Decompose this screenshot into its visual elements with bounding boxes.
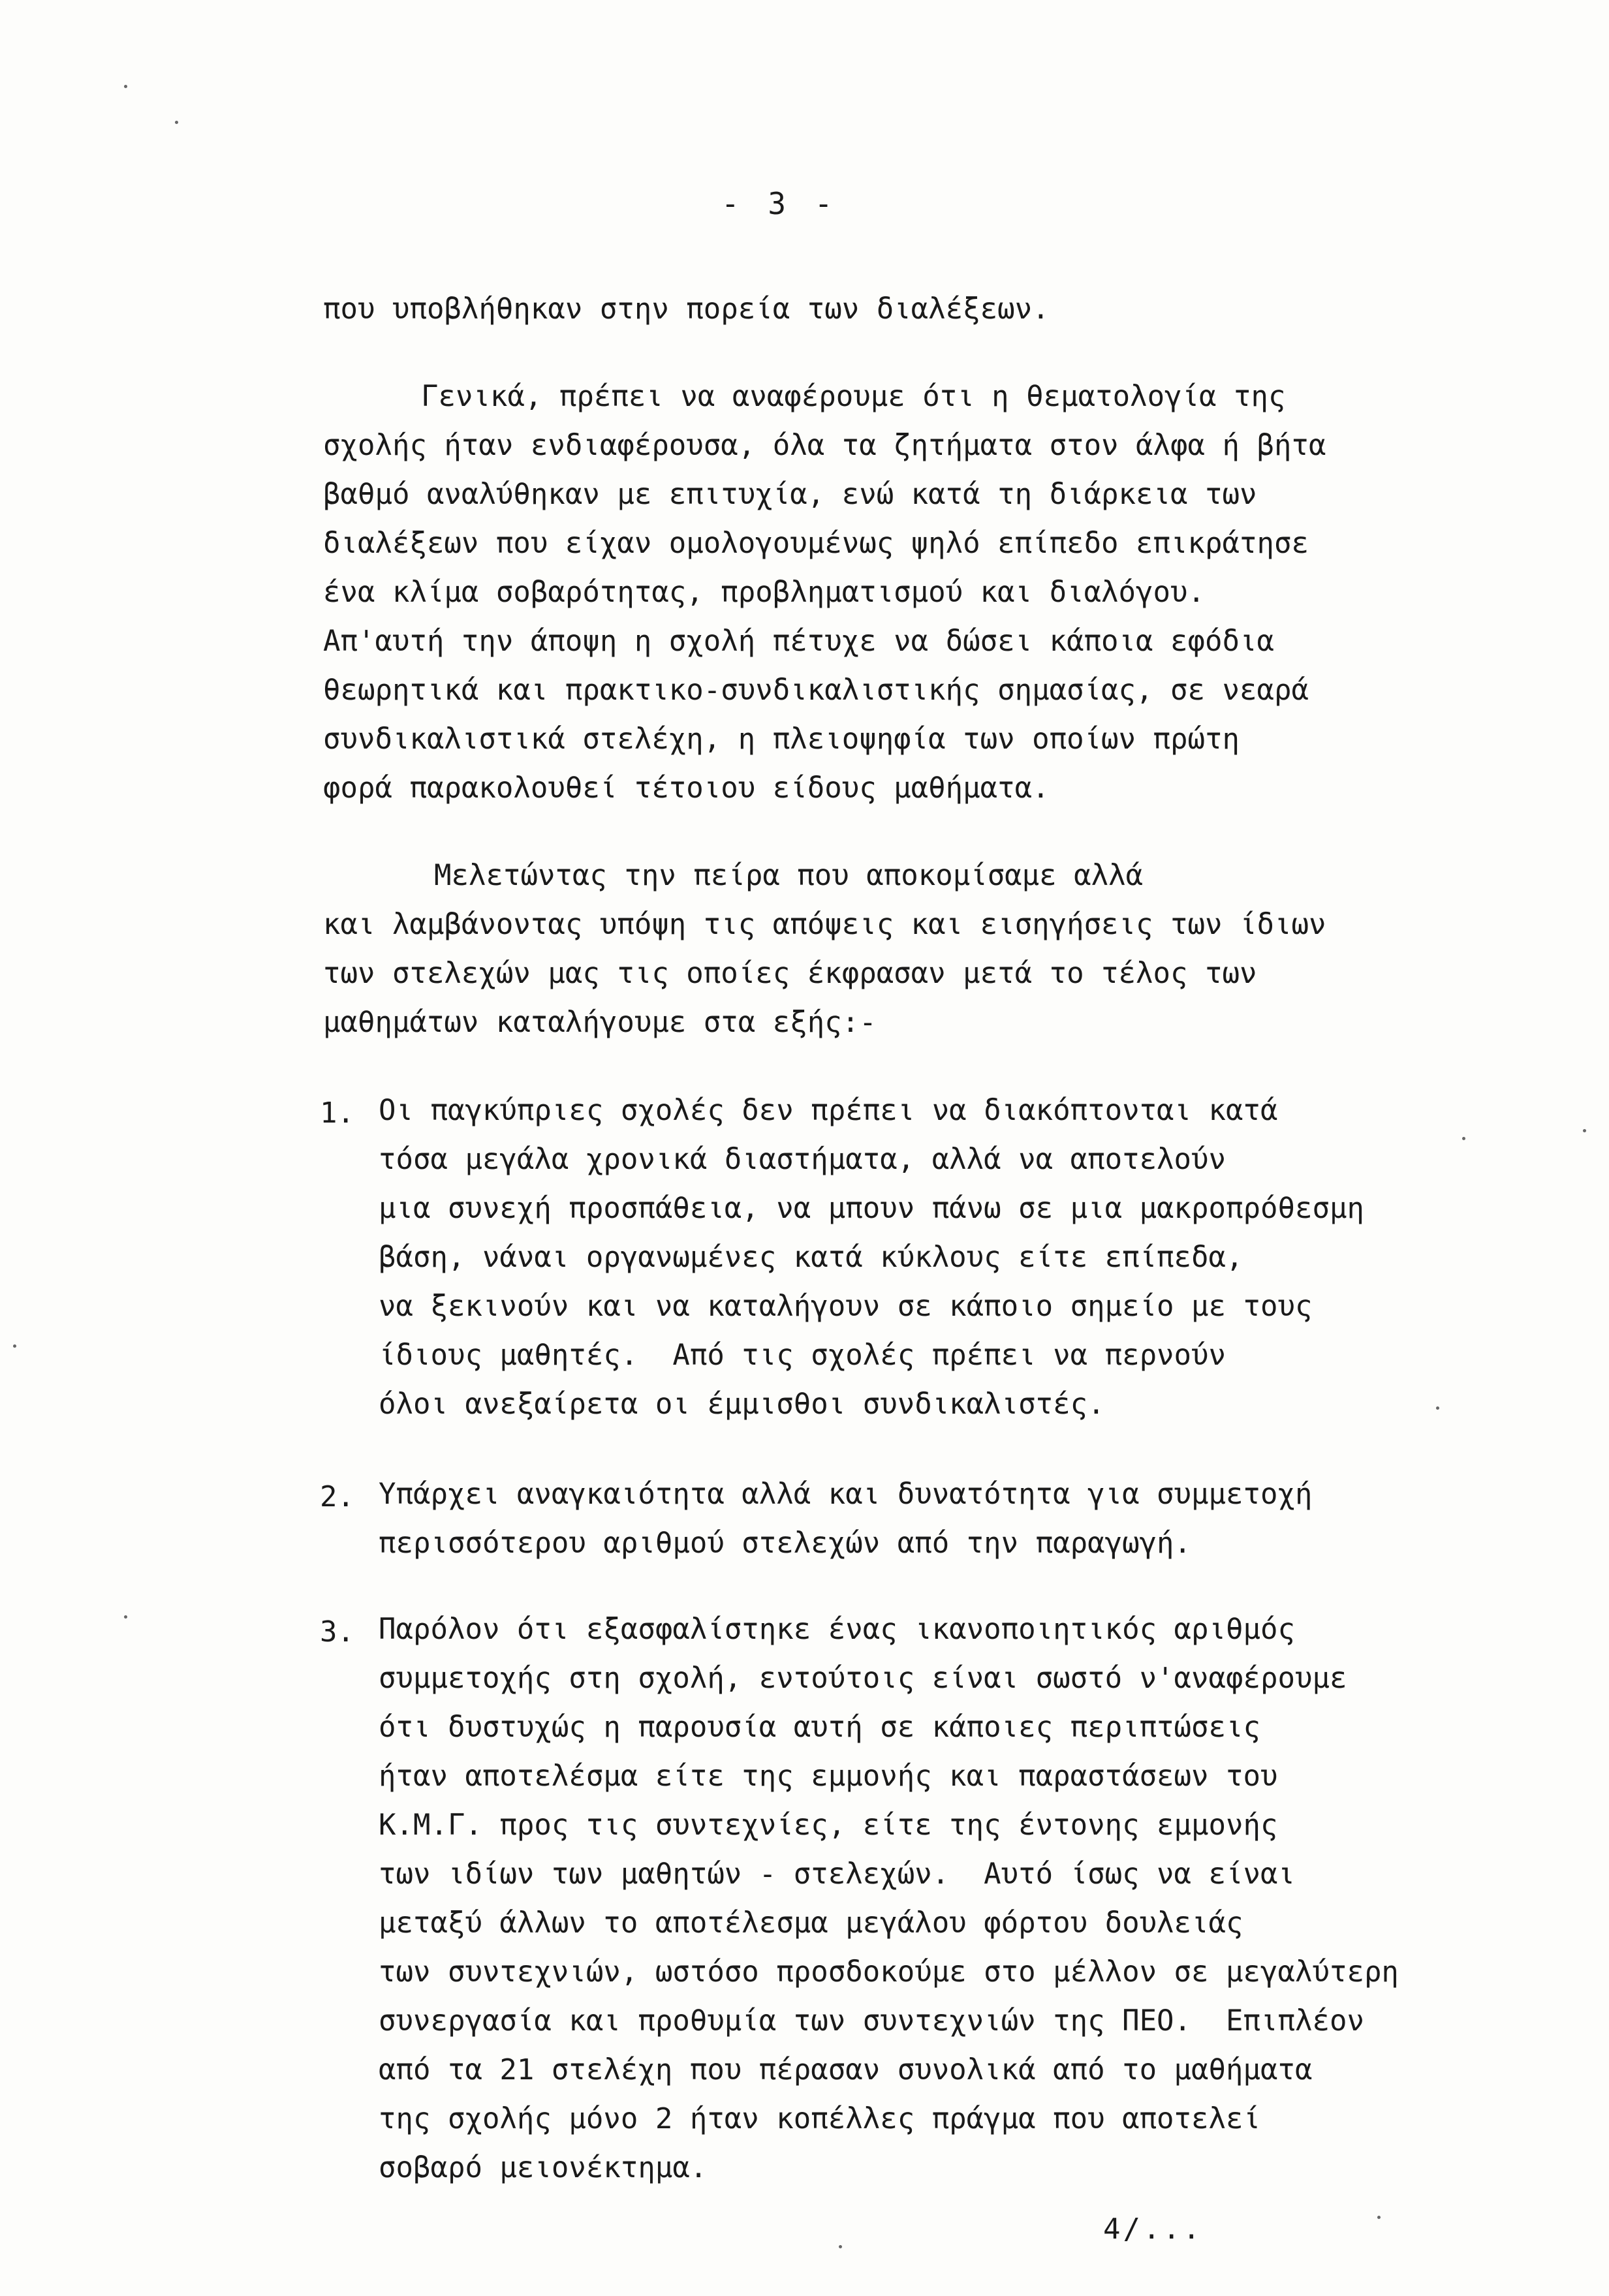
continuation-marker: 4/... — [1103, 2212, 1203, 2246]
text-line: συνδικαλιστικά στελέχη, η πλειοψηφία των οποίων πρώτη — [323, 722, 1240, 756]
text-line: σοβαρό μειονέκτημα. — [379, 2151, 708, 2184]
scan-speck — [1583, 1129, 1586, 1132]
text-line: βάση, νάναι οργανωμένες κατά κύκλους είτε επίπεδα, — [379, 1241, 1243, 1274]
scan-speck — [1377, 2216, 1381, 2219]
scan-speck — [175, 121, 178, 124]
text-line: βαθμό αναλύθηκαν με επιτυχία, ενώ κατά τη διάρκεια των — [323, 478, 1257, 511]
text-line: Παρόλον ότι εξασφαλίστηκε ένας ικανοποιητικός αριθμός — [379, 1613, 1295, 1646]
list-number: 2. — [320, 1480, 354, 1513]
text-line: ήταν αποτελέσμα είτε της εμμονής και παραστάσεων του — [379, 1760, 1278, 1793]
scan-speck — [124, 85, 127, 88]
scan-speck — [1462, 1137, 1465, 1140]
text-line: ότι δυστυχώς η παρουσία αυτή σε κάποιες περιπτώσεις — [379, 1711, 1261, 1744]
text-line: ίδιους μαθητές. Από τις σχολές πρέπει να περνούν — [379, 1339, 1226, 1372]
text-line: συνεργασία και προθυμία των συντεχνιών της ΠΕΟ. Επιπλέον — [379, 2004, 1364, 2038]
text-line: των στελεχών μας τις οποίες έκφρασαν μετά το τέλος των — [323, 957, 1257, 990]
text-line: τόσα μεγάλα χρονικά διαστήματα, αλλά να αποτελούν — [379, 1143, 1226, 1176]
text-line: μια συνεχή προσπάθεια, να μπουν πάνω σε μια μακροπρόθεσμη — [379, 1192, 1364, 1225]
text-line: φορά παρακολουθεί τέτοιου είδους μαθήματα. — [323, 771, 1050, 805]
text-line: ένα κλίμα σοβαρότητας, προβληματισμού και διαλόγου. — [323, 576, 1206, 609]
text-line: περισσότερου αριθμού στελεχών από την παραγωγή. — [379, 1527, 1192, 1560]
page-number: - 3 - — [721, 186, 838, 221]
scan-speck — [13, 1344, 16, 1348]
text-line: και λαμβάνοντας υπόψη τις απόψεις και εισηγήσεις των ίδιων — [323, 908, 1326, 941]
text-line: Απ'αυτή την άποψη η σχολή πέτυχε να δώσει κάποια εφόδια — [323, 625, 1274, 658]
text-line: Μελετώντας την πείρα που αποκομίσαμε αλλά — [434, 859, 1144, 892]
text-line: σχολής ήταν ενδιαφέρουσα, όλα τα ζητήματα στον άλφα ή βήτα — [323, 429, 1326, 462]
text-line: των ιδίων των μαθητών - στελεχών. Αυτό ίσως να είναι — [379, 1857, 1295, 1891]
scan-speck — [1436, 1406, 1439, 1410]
text-line: της σχολής μόνο 2 ήταν κοπέλλες πράγμα που αποτελεί — [379, 2102, 1261, 2135]
scan-speck — [124, 1615, 127, 1619]
text-line: από τα 21 στελέχη που πέρασαν συνολικά από το μαθήματα — [379, 2053, 1313, 2087]
text-line: συμμετοχής στη σχολή, εντούτοις είναι σωστό ν'αναφέρουμε — [379, 1662, 1347, 1695]
list-number: 3. — [320, 1615, 354, 1649]
text-line: διαλέξεων που είχαν ομολογουμένως ψηλό επίπεδο επικράτησε — [323, 527, 1309, 560]
list-number: 1. — [320, 1096, 354, 1130]
text-line: Υπάρχει αναγκαιότητα αλλά και δυνατότητα για συμμετοχή — [379, 1478, 1313, 1511]
text-line: των συντεχνιών, ωστόσο προσδοκούμε στο μέλλον σε μεγαλύτερη — [379, 1955, 1399, 1989]
intro-line: που υποβλήθηκαν στην πορεία των διαλέξεων. — [323, 292, 1050, 326]
text-line: Κ.Μ.Γ. προς τις συντεχνίες, είτε της έντονης εμμονής — [379, 1808, 1278, 1842]
text-line: Γενικά, πρέπει να αναφέρουμε ότι η θεματολογία της — [421, 380, 1286, 413]
text-line: Οι παγκύπριες σχολές δεν πρέπει να διακόπτονται κατά — [379, 1094, 1278, 1127]
text-line: μεταξύ άλλων το αποτέλεσμα μεγάλου φόρτου δουλειάς — [379, 1906, 1243, 1940]
text-line: όλοι ανεξαίρετα οι έμμισθοι συνδικαλιστές. — [379, 1388, 1105, 1421]
text-line: μαθημάτων καταλήγουμε στα εξής:- — [323, 1006, 877, 1039]
text-line: να ξεκινούν και να καταλήγουν σε κάποιο σημείο με τους — [379, 1290, 1313, 1323]
text-line: θεωρητικά και πρακτικο-συνδικαλιστικής σημασίας, σε νεαρά — [323, 674, 1309, 707]
scan-speck — [839, 2245, 842, 2248]
